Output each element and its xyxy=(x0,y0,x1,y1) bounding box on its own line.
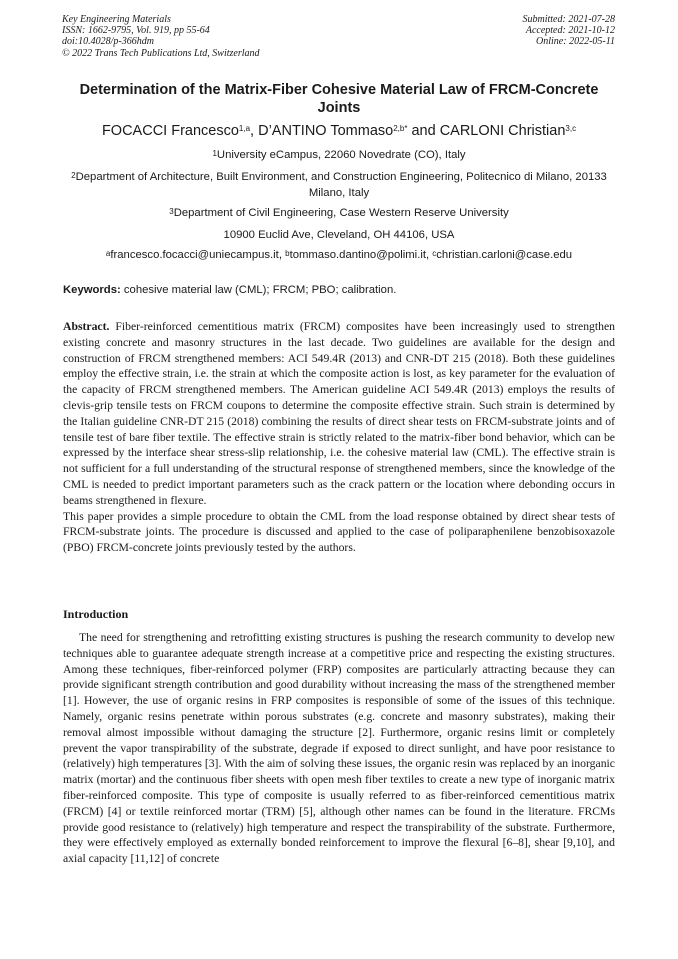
author-superscript: 1,a xyxy=(238,124,251,133)
submitted-date: Submitted: 2021-07-28 xyxy=(522,14,615,25)
section-heading-introduction: Introduction xyxy=(63,607,129,621)
email-superscript: c xyxy=(432,249,437,258)
email-separator: , xyxy=(278,249,286,261)
affiliation-1 xyxy=(60,148,618,164)
affiliation-text: Department of Architecture, Built Environment, and Construction Engineering, Politecnico di Milano, 20133 Milano, Italy xyxy=(75,171,607,199)
introduction-paragraph-1: The need for strengthening and retrofitting existing structures is pushing the research community to develop new techniques able to guarantee adequate strength increase at a competitive price and respecting the existing structures. Among these techniques, fiber-reinforced polymer (FRP) composites are particularly attracting because they can provide significant strength contribution and good durability without increasing the mass of the strengthened member [1]. However, the use of organic resins in FRP composites is responsible of some of the issues of this technique. Namely, organic resins penetrate within porous substrates (e.g. concrete and masonry substrates), making their removal almost impossible without damaging the structure [2]. Furthermore, organic resins limit or completely prevent the vapor transpirability of the substrate, degrade if exposed to direct sunlight, and have poor resistance to (relatively) high temperatures [3]. With the aim of solving these issues, the organic resin was replaced by an inorganic matrix (mortar) and the continuous fiber sheets with open mesh fiber textiles to create a new type of inorganic matrix fiber-reinforced composite. This type of composite is usually referred to as fiber-reinforced cementitious matrix (FRCM) [4] or textile reinforced mortar (TRM) [5], although other names can be found in the literature. FRCMs provide good resistance to (relatively) high temperature and respect the transpirability of the substrate. Furthermore, they were effectively employed as externally bonded reinforcement to improve the flexural [6–8], shear [9,10], and axial capacity [11,12] of concrete xyxy=(63,631,615,866)
journal-doi: doi:10.4028/p-366hdm xyxy=(62,36,154,48)
author-superscript: 2,b* xyxy=(393,124,408,133)
affiliation-text: Department of Civil Engineering, Case Western Reserve University xyxy=(173,207,509,219)
abstract xyxy=(63,319,615,556)
affiliation-superscript: 1 xyxy=(212,149,217,158)
email-address[interactable]: francesco.focacci@uniecampus.it xyxy=(110,249,279,261)
keywords-text: cohesive material law (CML); FRCM; PBO; calibration. xyxy=(120,284,397,296)
affiliation-text: University eCampus, 22060 Novedrate (CO), Italy xyxy=(216,149,466,161)
email-address[interactable]: christian.carloni@case.edu xyxy=(436,249,573,261)
email-address[interactable]: tommaso.dantino@polimi.it xyxy=(289,249,426,261)
abstract-text: Fiber-reinforced cementitious matrix (FRCM) composites have been increasingly used to strengthen existing concrete and masonry structures in the last decade. Two guidelines are available for the design and construction of FRCM strengthened members: ACI 549.4R (2013) and CNR-DT 215 (2018). Both these guidelines employ the effective strain, i.e. the strain at which the composite action is lost, as key parameter for the evaluation of the capacity of FRCM strengthened members. The American guideline ACI 549.4R (2013) employs the results of clevis-grip tensile tests on FRCM coupons to determine the composite effective strain. Such strain is determined by the Italian guideline CNR-DT 215 (2018) combining the results of direct shear tests on FRCM-substrate joints and of tensile test of bare fiber textile. The effective strain is strictly related to the matrix-fiber bond behavior, which can be expressed by the interface shear stress-slip relationship, i.e. the cohesive material law (CML). The effective strain is not sufficient for a full understanding of the structural response of strengthened members, since the knowledge of the CML is needed to predict important parameters such as the crack pattern or the location where debonding occurs in beams strengthened in flexure. xyxy=(63,320,615,507)
abstract-paragraph-1 xyxy=(63,319,615,509)
author-separator: and xyxy=(407,123,440,139)
affiliation-superscript: 2 xyxy=(71,171,76,180)
author-separator: , xyxy=(250,123,259,139)
submission-dates xyxy=(523,14,616,48)
accepted-date: Accepted: 2021-10-12 xyxy=(525,25,615,37)
journal-name: Key Engineering Materials xyxy=(62,14,171,25)
journal-issn: ISSN: 1662-9795, Vol. 919, pp 55-64 xyxy=(62,25,210,37)
introduction-section xyxy=(63,630,615,867)
paper-title: Determination of the Matrix-Fiber Cohesive Material Law of FRCM-Concrete Joints xyxy=(79,82,599,116)
abstract-label: Abstract. xyxy=(63,320,110,333)
author-list xyxy=(40,122,638,140)
journal-info xyxy=(62,14,260,59)
email-separator: , xyxy=(425,249,433,261)
author-name: CARLONI Christian xyxy=(439,123,566,139)
author-name: FOCACCI Francesco xyxy=(101,123,239,139)
journal-copyright: © 2022 Trans Tech Publications Ltd, Switzerland xyxy=(62,47,260,59)
author-name: D’ANTINO Tommaso xyxy=(258,123,394,139)
online-date: Online: 2022-05-11 xyxy=(536,36,615,48)
keywords xyxy=(63,283,615,298)
keywords-label: Keywords: xyxy=(63,284,121,296)
affiliation-address: 10900 Euclid Ave, Cleveland, OH 44106, USA xyxy=(223,229,455,241)
email-superscript: a xyxy=(105,249,111,258)
affiliation-2 xyxy=(60,170,618,201)
abstract-paragraph-2: This paper provides a simple procedure to obtain the CML from the load response obtained by direct shear tests of FRCM-substrate joints. The procedure is discussed and applied to the case of poliparaphenilene benzobisoxazole (PBO) FRCM-concrete joints previously tested by the authors. xyxy=(63,509,615,555)
affiliation-3 xyxy=(60,206,618,222)
email-list xyxy=(60,248,618,264)
affiliation-superscript: 3 xyxy=(169,207,174,216)
email-superscript: b xyxy=(285,249,290,258)
author-superscript: 3,c xyxy=(565,124,577,133)
